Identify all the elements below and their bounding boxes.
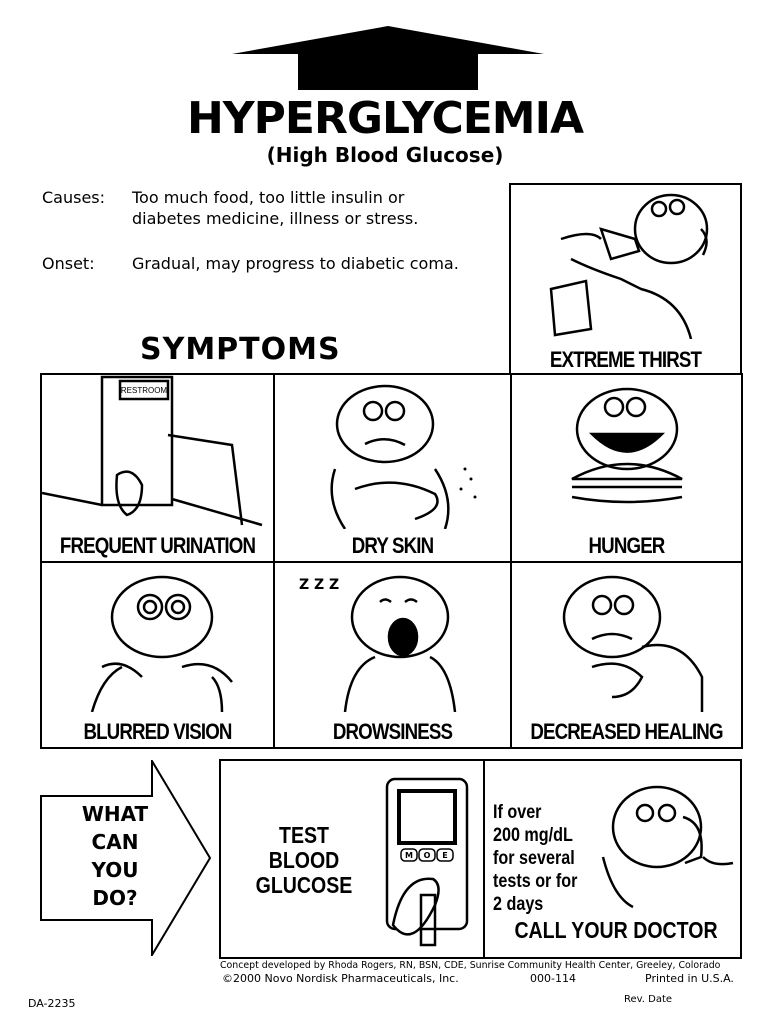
zzz-text: Z Z Z <box>299 577 340 593</box>
action-panel <box>219 759 742 959</box>
decreased-healing-cell <box>512 563 741 747</box>
eating-burger-illustration <box>532 379 722 529</box>
causes-label: Causes: <box>42 188 106 207</box>
meter-button-m: M <box>405 851 413 860</box>
frequent-urination-cell <box>42 375 273 561</box>
drowsiness-cell <box>275 563 510 747</box>
blurred-vision-caption: BLURRED VISION <box>83 719 232 744</box>
call-your-doctor: CALL YOUR DOCTOR <box>514 917 718 943</box>
decreased-healing-caption: DECREASED HEALING <box>530 719 723 744</box>
what-can-you-do-line1: WHAT <box>81 802 149 826</box>
restroom-sign: RESTROOM <box>120 386 168 395</box>
what-can-you-do-line2: CAN <box>91 830 139 854</box>
dry-skin-caption: DRY SKIN <box>351 533 434 558</box>
glucose-meter-illustration <box>373 775 483 955</box>
call-line2: 200 mg/dL <box>493 825 573 846</box>
scratching-person-illustration <box>295 379 485 529</box>
symptoms-heading: SYMPTOMS <box>140 332 341 367</box>
call-line1: If over <box>493 802 542 823</box>
onset-label: Onset: <box>42 254 95 273</box>
blurred-vision-illustration <box>62 567 252 712</box>
hunger-cell <box>512 375 741 561</box>
concept-credit: Concept developed by Rhoda Rogers, RN, BSN, CDE, Sunrise Community Health Center, Greeley, Colorado <box>220 960 721 971</box>
page-title: HYPERGLYCEMIA <box>186 93 584 144</box>
decreased-healing-illustration <box>532 567 722 712</box>
drinking-person-illustration <box>531 189 721 339</box>
test-line1: TEST <box>279 822 329 848</box>
restroom-door-illustration <box>42 375 273 535</box>
causes-text-line1: Too much food, too little insulin or <box>132 188 405 207</box>
onset-text: Gradual, may progress to diabetic coma. <box>132 254 459 273</box>
copyright: ©2000 Novo Nordisk Pharmaceuticals, Inc. <box>222 972 459 985</box>
meter-button-e: E <box>442 851 448 860</box>
rev-date: Rev. Date <box>624 994 673 1005</box>
call-line3: for several <box>493 848 575 869</box>
blurred-vision-cell <box>42 563 273 747</box>
da-number: DA-2235 <box>28 997 76 1010</box>
dry-skin-cell <box>275 375 510 561</box>
extreme-thirst-caption: EXTREME THIRST <box>549 347 702 372</box>
yawning-person-illustration <box>285 567 495 712</box>
frequent-urination-caption: FREQUENT URINATION <box>59 533 256 558</box>
test-line3: GLUCOSE <box>255 872 353 898</box>
causes-text-line2: diabetes medicine, illness or stress. <box>132 209 419 228</box>
page-subtitle: (High Blood Glucose) <box>266 143 504 167</box>
what-can-you-do <box>40 800 190 912</box>
call-line4: tests or for <box>493 871 578 892</box>
hunger-caption: HUNGER <box>588 533 665 558</box>
what-can-you-do-line3: YOU <box>91 858 139 882</box>
test-blood-glucose-label <box>249 823 360 898</box>
up-arrow-icon <box>232 26 544 90</box>
phone-call-illustration <box>593 767 739 917</box>
drowsiness-caption: DROWSINESS <box>332 719 453 744</box>
call-line5: 2 days <box>493 894 544 915</box>
symptoms-grid <box>40 373 743 749</box>
printed-in: Printed in U.S.A. <box>645 972 734 985</box>
what-can-you-do-line4: DO? <box>92 886 138 910</box>
action-divider <box>483 761 485 957</box>
form-code: 000-114 <box>530 972 576 985</box>
test-line2: BLOOD <box>268 847 340 873</box>
call-conditions <box>493 801 577 916</box>
meter-button-o: O <box>423 851 431 860</box>
extreme-thirst-panel <box>509 183 742 375</box>
